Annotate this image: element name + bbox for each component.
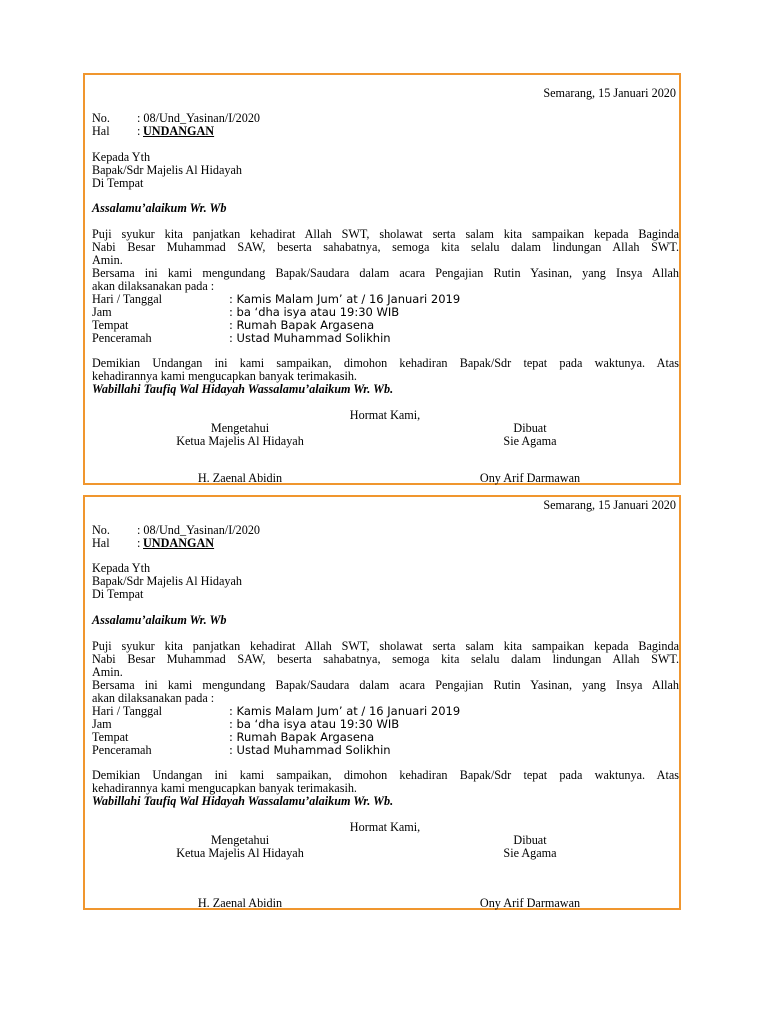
sign-right-role: Sie Agama [503,434,557,448]
closing-salam: Wabillahi Taufiq Wal Hidayah Wassalamu’alaikum Wr. Wb. [92,382,394,396]
day-value: : Kamis Malam Jum’ at / 16 Januari 2019 [229,704,461,718]
sign-left-role: Ketua Majelis Al Hidayah [176,846,304,860]
speaker-label: Penceramah [92,743,152,757]
no-value: : 08/Und_Yasinan/I/2020 [137,523,261,537]
recipient-line-2: Bapak/Sdr Majelis Al Hidayah [92,163,242,177]
recipient-line-2: Bapak/Sdr Majelis Al Hidayah [92,574,242,588]
paragraph-1-line-2: Nabi Besar Muhammad SAW, beserta sahabatnya, semoga kita selalu dalam lindungan Allah SWT. [92,240,679,254]
no-label: No. [92,111,110,125]
hal-label: Hal [92,536,110,550]
time-label: Jam [92,305,112,319]
paragraph-1-line-2: Nabi Besar Muhammad SAW, beserta sahabatnya, semoga kita selalu dalam lindungan Allah SWT. [92,652,679,666]
sign-right-role: Sie Agama [503,846,557,860]
paragraph-2-line-1: Bersama ini kami mengundang Bapak/Saudara dalam acara Pengajian Rutin Yasinan, yang Insya Allah [92,678,679,692]
speaker-label: Penceramah [92,331,152,345]
place-value: : Rumah Bapak Argasena [229,318,375,332]
hal-label: Hal [92,124,110,138]
closing-line-1: Demikian Undangan ini kami sampaikan, dimohon kehadiran Bapak/Sdr tepat pada waktunya. Atas [92,768,679,782]
sign-left-role: Ketua Majelis Al Hidayah [176,434,304,448]
sign-right-title: Dibuat [513,421,547,435]
time-value: : ba ‘dha isya atau 19:30 WIB [229,305,400,319]
sign-left-name: H. Zaenal Abidin [197,896,283,910]
recipient-line-3: Di Tempat [92,176,144,190]
recipient-line-1: Kepada Yth [92,561,151,575]
speaker-value: : Ustad Muhammad Solikhin [229,331,391,345]
sign-right-name: Ony Arif Darmawan [479,896,581,910]
no-value: : 08/Und_Yasinan/I/2020 [137,111,261,125]
sign-right-name: Ony Arif Darmawan [479,471,581,485]
greeting: Assalamu’alaikum Wr. Wb [92,613,227,627]
sign-left-name: H. Zaenal Abidin [197,471,283,485]
hal-colon: : [137,536,141,550]
place-label: Tempat [92,318,129,332]
no-label: No. [92,523,110,537]
sign-left-title: Mengetahui [210,833,270,847]
speaker-value: : Ustad Muhammad Solikhin [229,743,391,757]
hal-colon: : [137,124,141,138]
day-value: : Kamis Malam Jum’ at / 16 Januari 2019 [229,292,461,306]
time-value: : ba ‘dha isya atau 19:30 WIB [229,717,400,731]
paragraph-2-line-1: Bersama ini kami mengundang Bapak/Saudara dalam acara Pengajian Rutin Yasinan, yang Insya Allah [92,266,679,280]
regards: Hormat Kami, [349,408,421,422]
place-value: : Rumah Bapak Argasena [229,730,375,744]
regards: Hormat Kami, [349,820,421,834]
recipient-line-3: Di Tempat [92,587,144,601]
invitation-letter-2 [83,495,681,910]
closing-line-2: kehadirannya kami mengucapkan banyak terimakasih. [92,369,357,383]
paragraph-1-line-1: Puji syukur kita panjatkan kehadirat Allah SWT, sholawat serta salam kita sampaikan kepada Baginda [92,227,679,241]
paragraph-2-line-2: akan dilaksanakan pada : [92,279,215,293]
closing-salam: Wabillahi Taufiq Wal Hidayah Wassalamu’alaikum Wr. Wb. [92,794,394,808]
paragraph-1-line-3: Amin. [92,665,123,679]
closing-line-1: Demikian Undangan ini kami sampaikan, dimohon kehadiran Bapak/Sdr tepat pada waktunya. Atas [92,356,679,370]
greeting: Assalamu’alaikum Wr. Wb [92,201,227,215]
recipient-line-1: Kepada Yth [92,150,151,164]
hal-value: UNDANGAN [143,124,215,138]
paragraph-1-line-1: Puji syukur kita panjatkan kehadirat Allah SWT, sholawat serta salam kita sampaikan kepada Baginda [92,639,679,653]
sign-right-title: Dibuat [513,833,547,847]
date-line: Semarang, 15 Januari 2020 [543,498,676,512]
sign-left-title: Mengetahui [210,421,270,435]
date-line: Semarang, 15 Januari 2020 [543,86,676,100]
hal-value: UNDANGAN [143,536,215,550]
paragraph-1-line-3: Amin. [92,253,123,267]
day-label: Hari / Tanggal [92,704,162,718]
closing-line-2: kehadirannya kami mengucapkan banyak terimakasih. [92,781,357,795]
time-label: Jam [92,717,112,731]
place-label: Tempat [92,730,129,744]
paragraph-2-line-2: akan dilaksanakan pada : [92,691,215,705]
invitation-letter-1 [83,73,681,485]
day-label: Hari / Tanggal [92,292,162,306]
